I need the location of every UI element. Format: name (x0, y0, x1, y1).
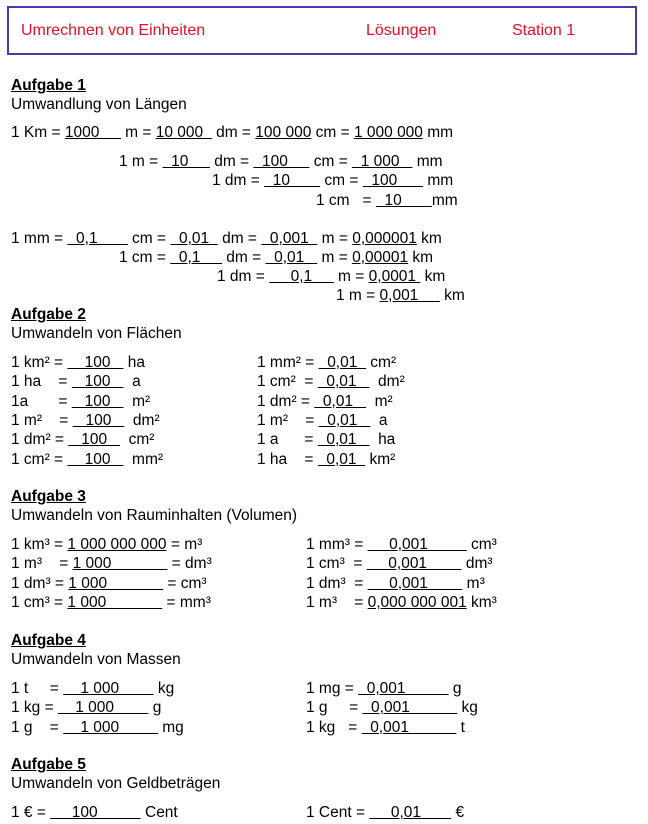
row-text: Cent (140, 804, 178, 821)
row-text: mm (423, 172, 454, 189)
task-1-title: Aufgabe 1 (11, 77, 86, 94)
row-text: dm = (211, 124, 256, 141)
answer-blank: 10 (162, 153, 210, 170)
task-2-subtitle: Umwandeln von Flächen (11, 325, 182, 342)
conversion-row (11, 594, 211, 612)
row-text: km (408, 249, 434, 266)
answer-blank: 100 (67, 354, 124, 371)
row-text: 1 cm³ = (11, 593, 68, 611)
row-text: 1 mm² = (257, 354, 319, 371)
conversion-row (306, 536, 497, 554)
row-text: 1 cm² = (257, 373, 318, 391)
row-text: 1 dm = (212, 172, 265, 189)
answer-blank: 0,01 (318, 411, 371, 429)
conversion-row (11, 536, 202, 554)
answer-blank: 0,01 (170, 230, 218, 247)
answer-blank: 1 000 (63, 680, 154, 697)
row-text: mm (431, 192, 458, 209)
row-text: m = (333, 268, 369, 285)
answer-blank: 1000 (64, 124, 121, 141)
row-text: 1 cm² = (11, 450, 68, 468)
conversion-row (257, 354, 396, 372)
answer-blank: 100 (50, 804, 141, 821)
conversion-row (306, 555, 493, 573)
task-5-subtitle: Umwandeln von Geldbeträgen (11, 775, 221, 792)
row-text: 1 ha = (257, 450, 318, 468)
conversion-row (11, 412, 160, 430)
length-row (119, 153, 443, 171)
row-text: mg (157, 718, 184, 736)
row-text: 1 km³ = (11, 536, 68, 553)
task-4-title: Aufgabe 4 (11, 632, 86, 649)
answer-blank: 0,1 (170, 249, 222, 266)
answer-blank: 1 000 (352, 153, 413, 170)
answer-blank: 1 000 (67, 593, 163, 611)
conversion-row (11, 354, 145, 372)
row-text: mm (412, 153, 443, 170)
row-text: 1 mm = (11, 230, 68, 247)
answer-blank: 100 (67, 450, 124, 468)
row-text: 1 mm³ = (306, 536, 368, 553)
answer-blank: 0,0001 (368, 268, 421, 285)
row-text: 1 m = (119, 153, 163, 170)
conversion-row (257, 431, 395, 449)
row-text: m = (120, 124, 156, 141)
row-text: 1 Cent = (306, 804, 370, 821)
row-text: cm² (120, 431, 155, 449)
row-text: = dm³ (167, 555, 212, 573)
row-text: dm = (217, 230, 262, 247)
conversion-row (11, 719, 184, 737)
answer-blank: 1 000 000 000 (67, 536, 167, 553)
row-text: 1 cm = (119, 249, 171, 266)
conversion-row (11, 393, 150, 411)
answer-blank: 100 (362, 172, 424, 189)
answer-blank: 0,001 (367, 574, 463, 592)
answer-blank: 10 000 (155, 124, 212, 141)
length-row (316, 192, 458, 210)
row-text: 1 m² = (257, 411, 319, 429)
answer-blank: 0,00001 (352, 249, 409, 266)
row-text: 1 kg = (306, 718, 362, 736)
answer-blank: 100 (72, 411, 125, 429)
row-text: km (416, 230, 442, 247)
conversion-row (306, 594, 497, 612)
conversion-row (306, 680, 462, 698)
row-text: 1 m² = (11, 411, 73, 429)
row-text: a (370, 411, 388, 429)
row-text: ha (123, 354, 145, 371)
row-text: mm (422, 124, 454, 141)
row-text: 1 a = (257, 431, 318, 449)
money-row (11, 804, 178, 822)
row-text: 1 cm³ = (306, 555, 367, 573)
conversion-row (11, 431, 154, 449)
answer-blank: 0,001 (358, 680, 449, 697)
row-text: m² (366, 392, 393, 410)
row-text: 1 kg = (11, 699, 58, 717)
answer-blank: 0,01 (314, 392, 366, 410)
answer-blank: 1 000 (68, 574, 164, 592)
conversion-row (11, 451, 163, 469)
row-text: cm = (127, 230, 171, 247)
conversion-row (306, 575, 485, 593)
answer-blank: 1 000 (72, 555, 168, 573)
row-text: kg (153, 680, 175, 697)
row-text: 1 dm³ = (306, 574, 368, 592)
money-row (306, 804, 464, 822)
row-text: 1 ha = (11, 373, 72, 391)
row-text: 1 mg = (306, 680, 359, 697)
length-row (212, 172, 453, 190)
answer-blank: 10 (375, 192, 432, 209)
row-text: 1 t = (11, 680, 64, 697)
row-text: 1 m³ = (306, 593, 368, 611)
length-row (11, 230, 442, 248)
answer-blank: 0,01 (265, 249, 318, 266)
row-text: 1 g = (11, 718, 64, 736)
answer-blank: 0,01 (369, 804, 452, 821)
conversion-row (11, 699, 161, 717)
row-text: ha (369, 431, 396, 449)
row-text: 1 g = (306, 699, 363, 717)
task-4-subtitle: Umwandeln von Massen (11, 651, 181, 668)
conversion-row (306, 699, 478, 717)
row-text: km² (365, 450, 396, 468)
answer-blank: 0,01 (318, 354, 366, 371)
answer-blank: 100 (253, 153, 310, 170)
row-text: 1 m³ = (11, 555, 73, 573)
row-text: g (148, 699, 162, 717)
answer-blank: 100 (71, 373, 124, 391)
header-solutions: Lösungen (366, 22, 437, 39)
row-text: € (451, 804, 465, 821)
row-text: 1 dm³ = (11, 574, 69, 592)
task-3-subtitle: Umwandeln von Rauminhalten (Volumen) (11, 507, 298, 524)
row-text: cm³ (466, 536, 497, 553)
answer-blank: 10 (264, 172, 321, 189)
row-text: 1 m = (336, 287, 380, 304)
answer-blank: 1 000 (57, 699, 149, 717)
row-text: 1 € = (11, 804, 51, 821)
row-text: 1a = (11, 392, 72, 410)
row-text: dm = (221, 249, 266, 266)
conversion-row (11, 575, 207, 593)
conversion-row (11, 555, 212, 573)
row-text: km (420, 268, 446, 285)
answer-blank: 100 000 (255, 124, 312, 141)
answer-blank: 0,01 (317, 450, 366, 468)
answer-blank: 0,001 (261, 230, 318, 247)
row-text: a (123, 373, 141, 391)
answer-blank: 1 000 (63, 718, 158, 736)
row-text: = m³ (166, 536, 203, 553)
row-text: 1 dm² = (11, 431, 69, 449)
length-row (119, 249, 433, 267)
answer-blank: 0,001 (366, 555, 462, 573)
row-text: 1 cm = (316, 192, 376, 209)
conversion-row (257, 373, 405, 391)
row-text: 1 dm = (217, 268, 270, 285)
task-1-subtitle: Umwandlung von Längen (11, 96, 187, 113)
row-text: dm³ (461, 555, 493, 573)
row-text: kg (457, 699, 478, 717)
row-text: = cm³ (163, 574, 207, 592)
length-row (11, 124, 453, 142)
answer-blank: 0,1 (67, 230, 128, 247)
task-3-title: Aufgabe 3 (11, 488, 86, 505)
row-text: m = (317, 230, 353, 247)
task-2-title: Aufgabe 2 (11, 306, 86, 323)
row-text: km³ (466, 593, 497, 611)
row-text: t (456, 718, 465, 736)
conversion-row (11, 680, 174, 698)
conversion-row (257, 393, 393, 411)
row-text: cm = (320, 172, 363, 189)
answer-blank: 0,001 (379, 287, 440, 304)
row-text: mm² (123, 450, 164, 468)
conversion-row (306, 719, 465, 737)
row-text: dm² (124, 411, 160, 429)
length-row (336, 287, 465, 305)
row-text: 1 km² = (11, 354, 68, 371)
header-title: Umrechnen von Einheiten (21, 22, 206, 39)
header-station: Station 1 (512, 22, 576, 39)
row-text: m² (123, 392, 151, 410)
row-text: km (439, 287, 465, 304)
length-row (217, 268, 445, 286)
answer-blank: 0,001 (367, 536, 467, 553)
conversion-row (257, 412, 388, 430)
row-text: 1 Km = (11, 124, 65, 141)
answer-blank: 0,01 (317, 431, 370, 449)
row-text: dm = (209, 153, 254, 170)
answer-blank: 0,1 (269, 268, 334, 285)
row-text: g (448, 680, 462, 697)
row-text: 1 dm² = (257, 392, 315, 410)
answer-blank: 0,000001 (352, 230, 417, 247)
conversion-row (11, 373, 141, 391)
row-text: m = (317, 249, 353, 266)
answer-blank: 100 (68, 431, 120, 449)
row-text: dm² (369, 373, 405, 391)
answer-blank: 100 (71, 392, 124, 410)
row-text: cm = (309, 153, 353, 170)
answer-blank: 0,001 (362, 699, 458, 717)
answer-blank: 0,01 (317, 373, 370, 391)
row-text: cm = (311, 124, 354, 141)
conversion-row (257, 451, 395, 469)
row-text: m³ (462, 574, 485, 592)
row-text: cm² (365, 354, 397, 371)
task-5-title: Aufgabe 5 (11, 756, 86, 773)
row-text: = mm³ (162, 593, 211, 611)
answer-blank: 1 000 000 (353, 124, 423, 141)
answer-blank: 0,000 000 001 (367, 593, 467, 611)
header-box (7, 6, 637, 55)
answer-blank: 0,001 (361, 718, 457, 736)
